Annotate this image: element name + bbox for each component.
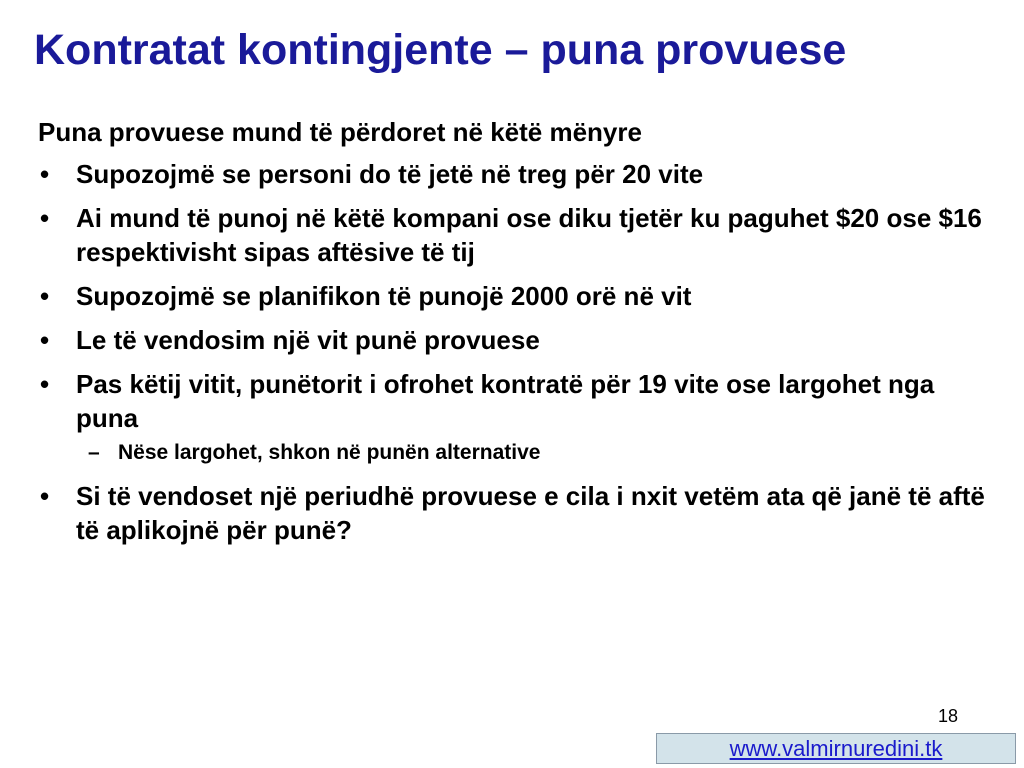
dash-icon: – [88,441,100,464]
sub-bullet-text: Nëse largohet, shkon në punën alternative [118,441,541,464]
bullet-item [38,323,998,357]
bullet-icon: • [40,203,50,233]
bullet-item [38,201,998,269]
intro-text: Puna provuese mund të përdoret në këtë mënyre [38,117,642,147]
bullet-text: Pas këtij vitit, punëtorit i ofrohet kontratë për 19 vite ose largohet nga puna [76,369,935,433]
website-link[interactable]: www.valmirnuredini.tk [729,736,943,761]
bullet-icon: • [40,325,50,355]
bullet-icon: • [40,281,50,311]
bullet-text: Ai mund të punoj në këtë kompani ose diku tjetër ku paguhet $20 ose $16 respektivisht sipas aftësive të tij [76,203,982,267]
bullet-text: Le të vendosim një vit punë provuese [76,325,540,355]
bullet-text: Si të vendoset një periudhë provuese e cila i nxit vetëm ata që janë të aftë të aplikojnë për punë? [76,481,985,545]
bullet-item [38,367,998,435]
website-footer [656,733,1016,764]
bullet-icon: • [40,369,50,399]
bullet-item [38,157,998,191]
bullet-item [38,279,998,313]
bullet-text: Supozojmë se planifikon të punojë 2000 orë në vit [76,281,692,311]
bullet-list [38,157,998,557]
bullet-text: Supozojmë se personi do të jetë në treg për 20 vite [76,159,704,189]
page-number: 18 [938,706,959,726]
bullet-icon: • [40,481,50,511]
bullet-item [38,479,998,547]
sub-bullet-item [38,439,998,467]
bullet-icon: • [40,159,50,189]
slide-title: Kontratat kontingjente – puna provuese [34,26,847,74]
